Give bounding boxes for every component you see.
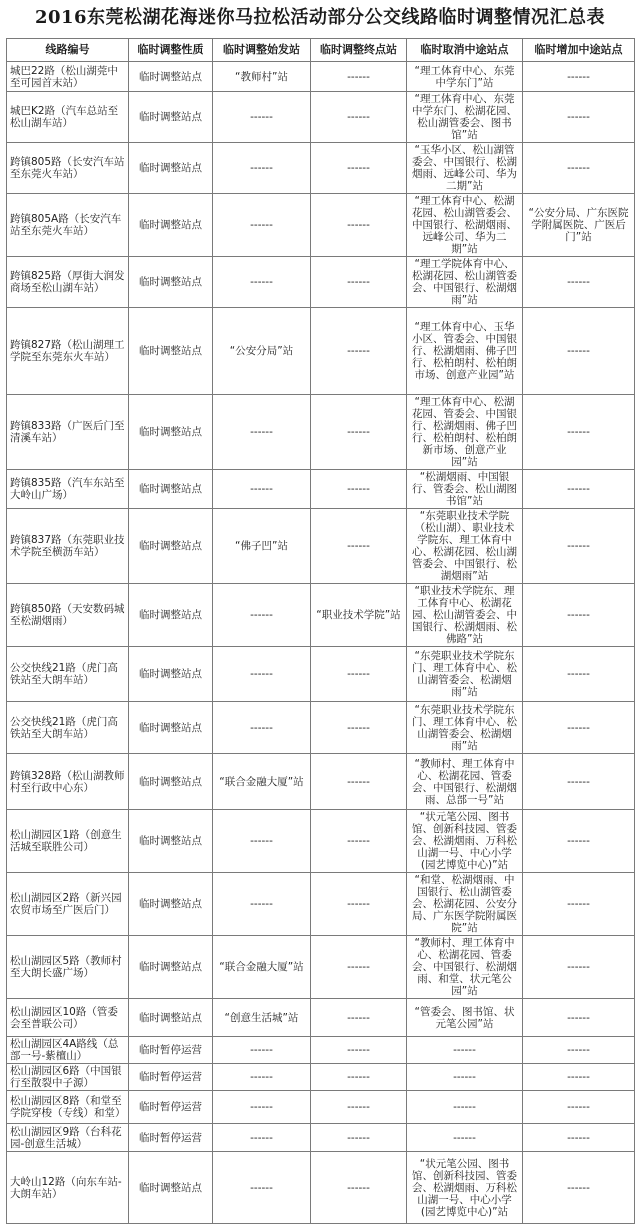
cell-add: ------ bbox=[523, 702, 635, 754]
cell-cancel: “状元笔公园、图书馆、创新科技园、管委会、松湖烟雨、万科松山湖一号、中心小学(园艺博览中心)”站 bbox=[407, 810, 523, 873]
cell-cancel: ------ bbox=[407, 1091, 523, 1124]
table-row bbox=[7, 1124, 635, 1152]
cell-start: ------ bbox=[213, 143, 311, 194]
cell-nature: 临时调整站点 bbox=[129, 754, 213, 810]
table-row bbox=[7, 509, 635, 584]
cell-route: 跨镇825路（厚街大润发商场至松山湖车站） bbox=[7, 257, 129, 308]
table-title: 2016东莞松湖花海迷你马拉松活动部分公交线路临时调整情况汇总表 bbox=[34, 7, 606, 28]
cell-add: ------ bbox=[523, 1152, 635, 1224]
cell-end: ------ bbox=[311, 1037, 407, 1064]
cell-add: ------ bbox=[523, 395, 635, 470]
table-row bbox=[7, 1064, 635, 1091]
cell-nature: 临时调整站点 bbox=[129, 92, 213, 143]
cell-start: ------ bbox=[213, 873, 311, 936]
cell-cancel: “理工体育中心、松湖花园、松山湖管委会、中国银行、松湖烟雨、远峰公司、华为二期”站 bbox=[407, 194, 523, 257]
cell-nature: 临时调整站点 bbox=[129, 584, 213, 647]
table-row bbox=[7, 395, 635, 470]
cell-route: 城巴K2路（汽车总站至松山湖车站） bbox=[7, 92, 129, 143]
cell-nature: 临时调整站点 bbox=[129, 308, 213, 395]
cell-route: 跨镇833路（广医后门至清溪车站） bbox=[7, 395, 129, 470]
cell-cancel: “教师村、理工体育中心、松湖花园、管委会、中国银行、松湖烟雨、总部一号”站 bbox=[407, 754, 523, 810]
cell-end: ------ bbox=[311, 936, 407, 999]
cell-nature: 临时暂停运营 bbox=[129, 1124, 213, 1152]
cell-start: ------ bbox=[213, 810, 311, 873]
cell-end: ------ bbox=[311, 702, 407, 754]
cell-add: ------ bbox=[523, 257, 635, 308]
cell-route: 城巴22路（松山湖莞中至可园首末站） bbox=[7, 62, 129, 92]
cell-add: ------ bbox=[523, 1091, 635, 1124]
cell-end: ------ bbox=[311, 1124, 407, 1152]
cell-nature: 临时调整站点 bbox=[129, 257, 213, 308]
cell-start: “创意生活城”站 bbox=[213, 999, 311, 1037]
cell-end: ------ bbox=[311, 1152, 407, 1224]
cell-add: ------ bbox=[523, 470, 635, 509]
cell-end: ------ bbox=[311, 62, 407, 92]
cell-cancel: “松湖烟雨、中国银行、管委会、松山湖图书馆”站 bbox=[407, 470, 523, 509]
cell-cancel: “东莞职业技术学院东门、理工体育中心、松山湖管委会、松湖烟雨”站 bbox=[407, 647, 523, 702]
cell-end: ------ bbox=[311, 1064, 407, 1091]
header-start: 临时调整始发站 bbox=[213, 39, 311, 62]
cell-cancel: ------ bbox=[407, 1124, 523, 1152]
cell-cancel: “理工体育中心、松湖花园、管委会、中国银行、松湖烟雨、佛子凹行、松柏朗村、松柏朗新市场、创意产业园”站 bbox=[407, 395, 523, 470]
cell-end: ------ bbox=[311, 754, 407, 810]
cell-cancel: “理工学院体育中心、松湖花园、松山湖管委会、中国银行、松湖烟雨”站 bbox=[407, 257, 523, 308]
table-row bbox=[7, 470, 635, 509]
cell-start: “佛子凹”站 bbox=[213, 509, 311, 584]
header-row bbox=[7, 39, 635, 62]
table-row bbox=[7, 92, 635, 143]
table-row bbox=[7, 873, 635, 936]
cell-route: 跨镇328路（松山湖教师村至行政中心东） bbox=[7, 754, 129, 810]
cell-cancel: “理工体育中心、东莞中学东门”站 bbox=[407, 62, 523, 92]
cell-nature: 临时调整站点 bbox=[129, 999, 213, 1037]
cell-add: ------ bbox=[523, 1064, 635, 1091]
cell-route: 松山湖园区2路（新兴园农贸市场至广医后门） bbox=[7, 873, 129, 936]
cell-route: 松山湖园区8路（和堂至学院穿梭（专线）和堂） bbox=[7, 1091, 129, 1124]
table-row bbox=[7, 647, 635, 702]
cell-end: ------ bbox=[311, 308, 407, 395]
cell-end: ------ bbox=[311, 395, 407, 470]
cell-route: 松山湖园区4A路线（总部一号-紫檀山） bbox=[7, 1037, 129, 1064]
cell-route: 跨镇837路（东莞职业技术学院至横沥车站） bbox=[7, 509, 129, 584]
table-row bbox=[7, 810, 635, 873]
cell-start: ------ bbox=[213, 702, 311, 754]
cell-end: ------ bbox=[311, 647, 407, 702]
cell-add: “公安分局、广东医院学附属医院、广医后门”站 bbox=[523, 194, 635, 257]
cell-nature: 临时调整站点 bbox=[129, 395, 213, 470]
cell-cancel: “理工体育中心、东莞中学东门、松湖花园、松山湖管委会、图书馆”站 bbox=[407, 92, 523, 143]
cell-start: “联合金融大厦”站 bbox=[213, 754, 311, 810]
cell-route: 跨镇805A路（长安汽车站至东莞火车站） bbox=[7, 194, 129, 257]
cell-end: ------ bbox=[311, 143, 407, 194]
cell-cancel: “玉华小区、松山湖管委会、中国银行、松湖烟雨、远峰公司、华为二期”站 bbox=[407, 143, 523, 194]
header-nature: 临时调整性质 bbox=[129, 39, 213, 62]
cell-cancel: “职业技术学院东、理工体育中心、松湖花园、松山湖管委会、中国银行、松湖烟雨、松佛路”站 bbox=[407, 584, 523, 647]
cell-cancel: “状元笔公园、图书馆、创新科技园、管委会、松湖烟雨、万科松山湖一号、中心小学(园艺博览中心)”站 bbox=[407, 1152, 523, 1224]
header-add: 临时增加中途站点 bbox=[523, 39, 635, 62]
cell-start: ------ bbox=[213, 1091, 311, 1124]
cell-nature: 临时调整站点 bbox=[129, 62, 213, 92]
cell-end: ------ bbox=[311, 257, 407, 308]
header-cancel: 临时取消中途站点 bbox=[407, 39, 523, 62]
cell-nature: 临时调整站点 bbox=[129, 509, 213, 584]
table-row bbox=[7, 143, 635, 194]
cell-nature: 临时调整站点 bbox=[129, 810, 213, 873]
cell-add: ------ bbox=[523, 873, 635, 936]
cell-nature: 临时调整站点 bbox=[129, 194, 213, 257]
cell-end: ------ bbox=[311, 1091, 407, 1124]
cell-cancel: “东莞职业技术学院（松山湖）、职业技术学院东、理工体育中心、松湖花园、松山湖管委会、中国银行、松湖烟雨”站 bbox=[407, 509, 523, 584]
cell-add: ------ bbox=[523, 143, 635, 194]
cell-start: ------ bbox=[213, 1037, 311, 1064]
cell-start: ------ bbox=[213, 395, 311, 470]
cell-nature: 临时暂停运营 bbox=[129, 1064, 213, 1091]
cell-add: ------ bbox=[523, 1124, 635, 1152]
table-body bbox=[7, 62, 635, 1224]
cell-add: ------ bbox=[523, 509, 635, 584]
table-row bbox=[7, 936, 635, 999]
table-row bbox=[7, 194, 635, 257]
header-end: 临时调整终点站 bbox=[311, 39, 407, 62]
cell-end: ------ bbox=[311, 194, 407, 257]
table-row bbox=[7, 257, 635, 308]
cell-route: 松山湖园区6路（中国银行至散裂中子源） bbox=[7, 1064, 129, 1091]
cell-start: ------ bbox=[213, 257, 311, 308]
table-row bbox=[7, 308, 635, 395]
cell-add: ------ bbox=[523, 810, 635, 873]
cell-add: ------ bbox=[523, 308, 635, 395]
cell-nature: 临时调整站点 bbox=[129, 470, 213, 509]
cell-nature: 临时调整站点 bbox=[129, 936, 213, 999]
cell-add: ------ bbox=[523, 754, 635, 810]
cell-cancel: “东莞职业技术学院东门、理工体育中心、松山湖管委会、松湖烟雨”站 bbox=[407, 702, 523, 754]
cell-start: “公安分局”站 bbox=[213, 308, 311, 395]
cell-route: 松山湖园区5路（教师村至大朗长盛广场） bbox=[7, 936, 129, 999]
cell-nature: 临时调整站点 bbox=[129, 143, 213, 194]
cell-route: 松山湖园区9路（台科花园-创意生活城） bbox=[7, 1124, 129, 1152]
table-row bbox=[7, 702, 635, 754]
cell-add: ------ bbox=[523, 647, 635, 702]
table-row bbox=[7, 754, 635, 810]
cell-start: “教师村”站 bbox=[213, 62, 311, 92]
cell-start: ------ bbox=[213, 647, 311, 702]
cell-add: ------ bbox=[523, 999, 635, 1037]
cell-cancel: “理工体育中心、玉华小区、管委会、中国银行、松湖烟雨、佛子凹行、松柏朗村、松柏朗市场、创意产业园”站 bbox=[407, 308, 523, 395]
cell-start: ------ bbox=[213, 584, 311, 647]
cell-nature: 临时调整站点 bbox=[129, 1152, 213, 1224]
cell-start: “联合金融大厦”站 bbox=[213, 936, 311, 999]
cell-nature: 临时调整站点 bbox=[129, 702, 213, 754]
cell-route: 跨镇835路（汽车东站至大岭山广场） bbox=[7, 470, 129, 509]
cell-route: 大岭山12路（向东车站-大朗车站） bbox=[7, 1152, 129, 1224]
cell-route: 公交快线21路（虎门高铁站至大朗车站） bbox=[7, 647, 129, 702]
cell-start: ------ bbox=[213, 1152, 311, 1224]
cell-cancel: ------ bbox=[407, 1037, 523, 1064]
table-row bbox=[7, 999, 635, 1037]
cell-start: ------ bbox=[213, 1124, 311, 1152]
cell-end: “职业技术学院”站 bbox=[311, 584, 407, 647]
cell-start: ------ bbox=[213, 194, 311, 257]
route-adjustment-table bbox=[6, 38, 635, 1224]
cell-add: ------ bbox=[523, 584, 635, 647]
cell-route: 松山湖园区10路（管委会至普联公司） bbox=[7, 999, 129, 1037]
cell-end: ------ bbox=[311, 810, 407, 873]
cell-nature: 临时调整站点 bbox=[129, 647, 213, 702]
cell-cancel: “和堂、松湖烟雨、中国银行、松山湖管委会、松湖花园、公安分局、广东医学院附属医院”站 bbox=[407, 873, 523, 936]
cell-end: ------ bbox=[311, 873, 407, 936]
table-row bbox=[7, 584, 635, 647]
cell-nature: 临时调整站点 bbox=[129, 873, 213, 936]
cell-end: ------ bbox=[311, 999, 407, 1037]
cell-cancel: ------ bbox=[407, 1064, 523, 1091]
table-row bbox=[7, 1091, 635, 1124]
cell-route: 公交快线21路（虎门高铁站至大朗车站） bbox=[7, 702, 129, 754]
header-route: 线路编号 bbox=[7, 39, 129, 62]
cell-add: ------ bbox=[523, 1037, 635, 1064]
cell-end: ------ bbox=[311, 470, 407, 509]
cell-add: ------ bbox=[523, 62, 635, 92]
cell-route: 跨镇805路（长安汽车站至东莞火车站） bbox=[7, 143, 129, 194]
cell-start: ------ bbox=[213, 92, 311, 143]
cell-route: 跨镇827路（松山湖理工学院至东莞东火车站） bbox=[7, 308, 129, 395]
cell-end: ------ bbox=[311, 92, 407, 143]
table-row bbox=[7, 1037, 635, 1064]
table-row bbox=[7, 1152, 635, 1224]
cell-start: ------ bbox=[213, 470, 311, 509]
cell-nature: 临时暂停运营 bbox=[129, 1091, 213, 1124]
cell-cancel: “管委会、图书馆、状元笔公园”站 bbox=[407, 999, 523, 1037]
cell-add: ------ bbox=[523, 936, 635, 999]
table-row bbox=[7, 62, 635, 92]
cell-route: 松山湖园区1路（创意生活城至联胜公司） bbox=[7, 810, 129, 873]
cell-add: ------ bbox=[523, 92, 635, 143]
cell-route: 跨镇850路（天安数码城至松湖烟雨） bbox=[7, 584, 129, 647]
cell-cancel: “教师村、理工体育中心、松湖花园、管委会、中国银行、松湖烟雨、和堂、状元笔公园”站 bbox=[407, 936, 523, 999]
cell-start: ------ bbox=[213, 1064, 311, 1091]
cell-nature: 临时暂停运营 bbox=[129, 1037, 213, 1064]
cell-end: ------ bbox=[311, 509, 407, 584]
